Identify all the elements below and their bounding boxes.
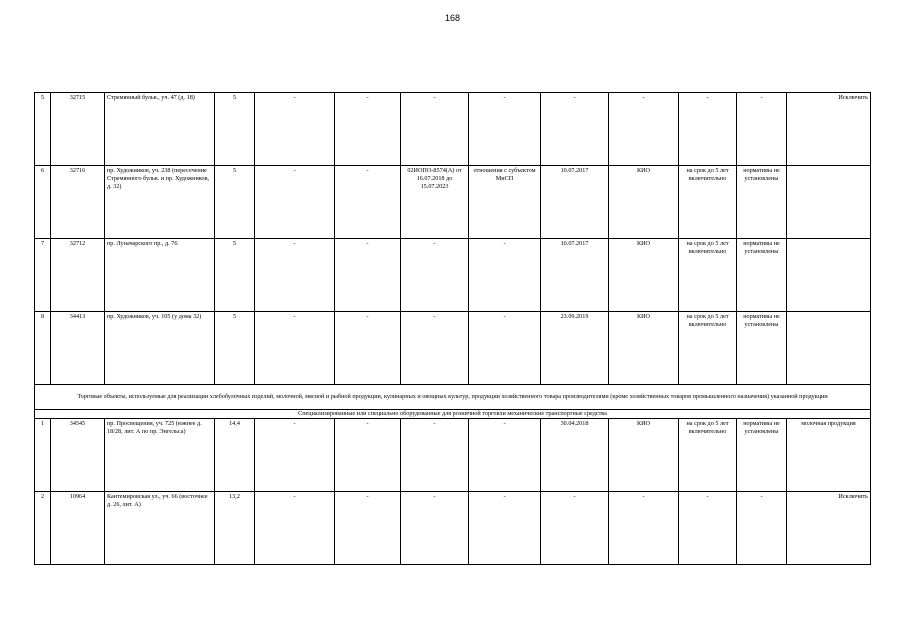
cell-c7: - (401, 492, 469, 565)
table-row (35, 312, 871, 385)
cell-c12: нормативы не установлены (737, 419, 787, 492)
cell-c9: - (541, 93, 609, 166)
cell-c9: 30.04.2018 (541, 419, 609, 492)
cell-address: Кантемировская ул., уч. 66 (восточнее д. 26, лит. А) (105, 492, 215, 565)
cell-id: 34545 (51, 419, 105, 492)
cell-address: пр. Художников, уч. 105 (у дома 32) (105, 312, 215, 385)
cell-c10: КИО (609, 312, 679, 385)
cell-id: 32712 (51, 239, 105, 312)
cell-c8: - (469, 239, 541, 312)
cell-c11: - (679, 93, 737, 166)
table-row (35, 419, 871, 492)
table-row (35, 166, 871, 239)
cell-c6: - (335, 239, 401, 312)
cell-c7: 02ИОПО-8574(А) от 16.07.2018 до 15.07.2023 (401, 166, 469, 239)
cell-c13 (787, 166, 871, 239)
cell-c7: - (401, 419, 469, 492)
table-row (35, 492, 871, 565)
cell-num: 7 (35, 239, 51, 312)
section-header-row (35, 410, 871, 419)
cell-c5: - (255, 166, 335, 239)
section-title: Торговые объекты, используемые для реализации хлебобулочных изделий, молочной, мясной и рыбной продукции, кулинарных и овощных культур, продукции хозяйственного товара производителями (кроме хозяйственных товаров промышленного назначения) указанной продукции (35, 385, 871, 410)
cell-area: 14,4 (215, 419, 255, 492)
cell-c11: на срок до 5 лет включительно (679, 419, 737, 492)
cell-area: 5 (215, 239, 255, 312)
cell-num: 5 (35, 93, 51, 166)
cell-c6: - (335, 419, 401, 492)
objects-table (34, 92, 871, 565)
cell-id: 10964 (51, 492, 105, 565)
table-row (35, 239, 871, 312)
cell-address: Стремянный бульв., уч. 47 (д. 18) (105, 93, 215, 166)
cell-c8: - (469, 93, 541, 166)
cell-c10: КИО (609, 166, 679, 239)
cell-num: 8 (35, 312, 51, 385)
cell-c7: - (401, 312, 469, 385)
cell-c7: - (401, 239, 469, 312)
cell-c11: на срок до 5 лет включительно (679, 166, 737, 239)
cell-address: пр. Художников, уч. 238 (пересечение Стремянного бульв. и пр. Художников, д. 32) (105, 166, 215, 239)
cell-c11: на срок до 5 лет включительно (679, 312, 737, 385)
cell-c10: КИО (609, 239, 679, 312)
cell-c6: - (335, 93, 401, 166)
cell-c8: - (469, 492, 541, 565)
cell-c10: КИО (609, 419, 679, 492)
cell-c13 (787, 312, 871, 385)
cell-c7: - (401, 93, 469, 166)
cell-c5: - (255, 93, 335, 166)
cell-c12: нормативы не установлены (737, 166, 787, 239)
cell-c8: - (469, 419, 541, 492)
cell-c5: - (255, 419, 335, 492)
cell-c13: Исключить (787, 93, 871, 166)
cell-id: 34413 (51, 312, 105, 385)
section-header-row (35, 385, 871, 410)
cell-num: 2 (35, 492, 51, 565)
cell-c6: - (335, 312, 401, 385)
table-row (35, 93, 871, 166)
page-number: 168 (444, 13, 461, 23)
cell-c5: - (255, 312, 335, 385)
cell-c10: - (609, 492, 679, 565)
cell-c13 (787, 239, 871, 312)
cell-c13: Исключить (787, 492, 871, 565)
cell-area: 5 (215, 166, 255, 239)
cell-area: 5 (215, 312, 255, 385)
cell-c6: - (335, 492, 401, 565)
cell-id: 32716 (51, 166, 105, 239)
cell-c8: отношения с субъектом МиСП (469, 166, 541, 239)
cell-num: 1 (35, 419, 51, 492)
cell-c12: нормативы не установлены (737, 239, 787, 312)
cell-address: пр. Просвещения, уч. 725 (южнее д. 18/28, лит. А по пр. Энгельса) (105, 419, 215, 492)
cell-c10: - (609, 93, 679, 166)
cell-c9: 10.07.2017 (541, 239, 609, 312)
cell-c9: 23.09.2019 (541, 312, 609, 385)
cell-id: 32715 (51, 93, 105, 166)
cell-c5: - (255, 492, 335, 565)
cell-c13: молочная продукция (787, 419, 871, 492)
cell-area: 13,2 (215, 492, 255, 565)
cell-c11: на срок до 5 лет включительно (679, 239, 737, 312)
cell-area: 5 (215, 93, 255, 166)
cell-c5: - (255, 239, 335, 312)
cell-c11: - (679, 492, 737, 565)
cell-c9: 10.07.2017 (541, 166, 609, 239)
cell-c9: - (541, 492, 609, 565)
cell-c12: - (737, 93, 787, 166)
cell-c12: нормативы не установлены (737, 312, 787, 385)
cell-c6: - (335, 166, 401, 239)
cell-num: 6 (35, 166, 51, 239)
section-subtitle: Специализированные или специально оборудованные для розничной торговли механические транспортные средства (35, 410, 871, 419)
cell-c12: - (737, 492, 787, 565)
cell-c8: - (469, 312, 541, 385)
cell-address: пр. Луначарского пр., д. 76 (105, 239, 215, 312)
